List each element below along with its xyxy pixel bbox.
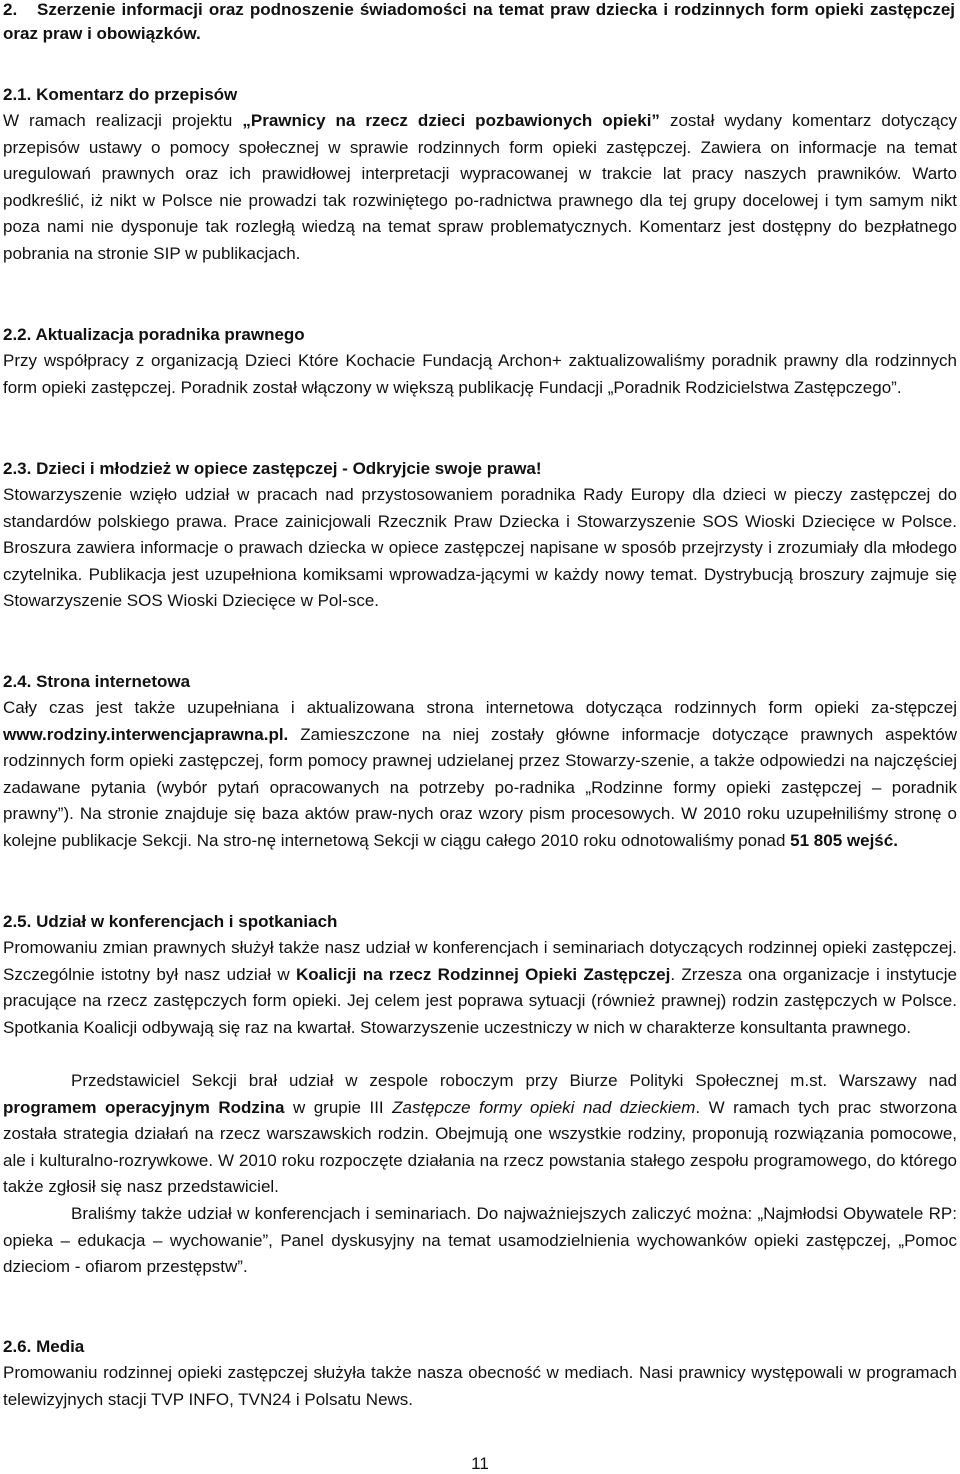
paragraph-2-5-b [3, 1068, 957, 1201]
website-link[interactable]: www.rodziny.interwencjaprawna.pl. [3, 724, 289, 744]
text: Cały czas jest także uzupełniana i aktualizowana strona internetowa dotycząca rodzinnych form opieki za-stępczej [3, 698, 957, 717]
paragraph-2-5-c: Braliśmy także udział w konferencjach i seminariach. Do najważniejszych zaliczyć można: „Najmłodsi Obywatele RP: opieka – edukacja – wychowanie”, Panel dyskusyjny na temat usamodzielnienia wychowanków opieki zastępczej, „Pomoc dzieciom - ofiarom przestępstw”. [3, 1204, 957, 1276]
paragraph-2-6: Promowaniu rodzinnej opieki zastępczej służyła także nasza obecność w mediach. Nasi prawnicy występowali w programach telewizyjnych stacji TVP INFO, TVN24 i Polsatu News. [3, 1363, 957, 1409]
heading-2-1: 2.1. Komentarz do przepisów [3, 85, 238, 104]
text: . W ramach tych prac stworzona została strategia działań na rzecz warszawskich rodzin. Obejmują one wszystkie rodziny, proponują rozwiązania pomocowe, ale i kulturalno-rozrywkowe. W 2010 roku rozpoczęte działania na rzecz powstania stałego zespołu programowego, do którego także zgłosił się nasz przedstawiciel. [3, 1097, 957, 1196]
text: Promowaniu zmian prawnych służył także nasz udział w konferencjach i seminariach dotyczących rodzinnej opieki zastępczej. Szczególnie istotny był nasz udział w [3, 938, 957, 984]
section-title [3, 0, 955, 46]
text: w grupie III [284, 1097, 393, 1117]
text: Zamieszczone na niej zostały główne informacje dotyczące prawnych aspektów rodzinnych form opieki zastępczej, form pomocy prawnej udzielanej przez Stowarzy-szenie, a także odpowiedzi na najczęściej zadawane pytania (wybór pytań opracowanych na potrzeby po-radnika „Rodzinne formy opieki zastępczej – poradnik prawny”). Na stronie znajduje się baza aktów praw-nych oraz wzory pism procesowych. W 2010 roku uzupełniliśmy stronę o kolejne publikacje Sekcji. Na stro-nę internetową Sekcji w ciągu całego 2010 roku odnotowaliśmy ponad [3, 724, 957, 850]
paragraph-2-3: Stowarzyszenie wzięło udział w pracach nad przystosowaniem poradnika Rady Europy dla dzieci w pieczy zastępczej do standardów polskiego prawa. Prace zainicjowali Rzecznik Praw Dziecka i Stowarzyszenie SOS Wioski Dziecięce w Polsce. Broszura zawiera informacje o prawach dziecka w opiece zastępczej napisane w sposób przejrzysty i zrozumiały dla młodego czytelnika. Publikacja jest uzupełniona komiksami wprowadza-jącymi w każdy nowy temat. Dystrybucją broszury zajmuje się Stowarzyszenie SOS Wioski Dziecięce w Pol-sce. [3, 485, 957, 610]
paragraph-2-4 [3, 695, 957, 854]
text: został wydany komentarz dotyczący przepisów ustawy o pomocy społecznej w sprawie rodzinnych form opieki zastępczej. Zawiera on informacje na temat uregulowań prawnych oraz ich prawidłowej interpretacji wypracowanej w trakcie lat pracy naszych prawników. Warto podkreślić, iż nikt w Polsce nie prowadzi tak rozwiniętego po-radnictwa prawnego dla tej grupy docelowej i tym samym nikt poza nami nie dysponuje tak rozległą wiedzą na temat spraw problematycznych. Komentarz jest dostępny do bezpłatnego pobrania na stronie SIP w publikacjach. [3, 111, 957, 263]
heading-2-3: 2.3. Dzieci i młodzież w opiece zastępczej - Odkryjcie swoje prawa! [3, 459, 542, 478]
heading-2-5: 2.5. Udział w konferencjach i spotkaniach [3, 912, 338, 931]
paragraph-2-5-a [3, 935, 957, 1041]
text: . Zrzesza ona organizacje i instytucje pracujące na rzecz zastępczych form opieki. Jej celem jest poprawa sytuacji (również prawnej) rodzin zastępczych w Polsce. Spotkania Koalicji odbywają się raz na kwartał. Stowarzyszenie uczestniczy w nich w charakterze konsultanta prawnego. [3, 964, 957, 1037]
heading-2-2: 2.2. Aktualizacja poradnika prawnego [3, 325, 305, 344]
program-name: programem operacyjnym Rodzina [3, 1097, 285, 1117]
section-title-text: Szerzenie informacji oraz podnoszenie świadomości na temat praw dziecka i rodzinnych form opieki zastępczej oraz praw i obowiązków. [3, 0, 955, 43]
group-name: Zastępcze formy opieki nad dzieckiem [392, 1097, 696, 1117]
paragraph-2-1 [3, 108, 957, 267]
page-number: 11 [471, 1454, 489, 1473]
heading-2-4: 2.4. Strona internetowa [3, 672, 191, 691]
section-number: 2. [3, 0, 18, 19]
visits-count: 51 805 wejść. [790, 830, 898, 850]
coalition-name: Koalicji na rzecz Rodzinnej Opieki Zastępczej [295, 964, 671, 984]
project-name: „Prawnicy na rzecz dzieci pozbawionych opieki” [242, 111, 660, 130]
paragraph-2-2: Przy współpracy z organizacją Dzieci Które Kochacie Fundacją Archon+ zaktualizowaliśmy poradnik prawny dla rodzinnych form opieki zastępczej. Poradnik został włączony w większą publikację Fundacji „Poradnik Rodzicielstwa Zastępczego”. [3, 351, 957, 397]
text: Przedstawiciel Sekcji brał udział w zespole roboczym przy Biurze Polityki Społecznej m.st. Warszawy nad [71, 1071, 957, 1090]
text: W ramach realizacji projektu [3, 111, 243, 130]
heading-2-6: 2.6. Media [3, 1337, 85, 1356]
